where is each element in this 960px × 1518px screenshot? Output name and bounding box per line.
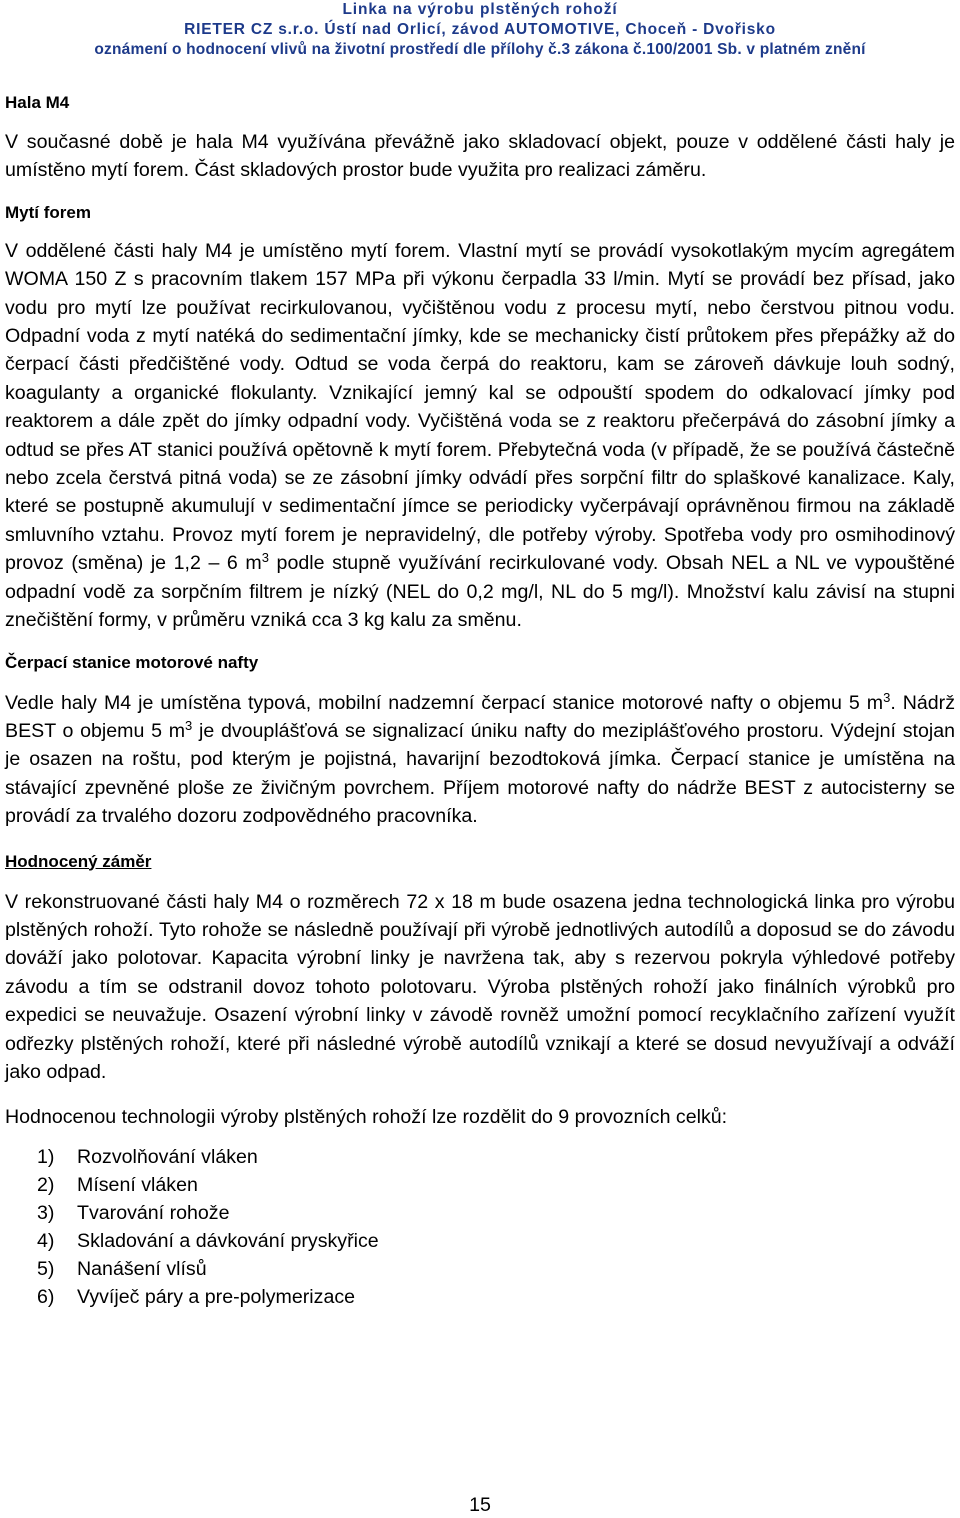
paragraph-myti-part-2: podle stupně využívání recirkulované vody. Obsah NEL a NL ve vypouštěné odpadní vodě za sorpčním filtrem je nízký (NEL do 0,2 mg/l, NL do 5 mg/l). Množství kalu závisí na stupni znečištění formy, v průměru vzniká cca 3 kg kalu za směnu. [5,552,955,632]
list-item-number: 1) [37,1145,55,1168]
superscript-cubic: 3 [261,550,269,566]
header-line-2: RIETER CZ s.r.o. Ústí nad Orlicí, závod AUTOMOTIVE, Choceň - Dvořisko [184,21,776,38]
paragraph-hala: V současné době je hala M4 využívána převážně jako skladovací objekt, pouze v oddělené části haly je umístěno mytí forem. Část skladových prostor bude využita pro realizaci záměru. [5,131,955,182]
page-header [5,0,955,60]
list-item-label: Rozvolňování vláken [77,1145,258,1168]
paragraph-cerpaci [5,689,955,831]
section-title-zamer: Hodnocený záměr [5,851,152,871]
list-item-label: Tvarování rohože [77,1201,230,1224]
section-title-cerpaci: Čerpací stanice motorové nafty [5,652,259,672]
superscript-cubic: 3 [883,689,891,705]
list-item-number: 4) [37,1229,55,1252]
list-item-label: Mísení vláken [77,1173,198,1196]
list-item-number: 5) [37,1257,55,1280]
header-line-3: oznámení o hodnocení vlivů na životní prostředí dle přílohy č.3 zákona č.100/2001 Sb. v platném znění [94,41,866,58]
list-item [37,1227,955,1255]
operational-units-list [5,1143,955,1311]
list-item [37,1283,955,1311]
superscript-cubic: 3 [185,717,193,733]
paragraph-zamer: V rekonstruované části haly M4 o rozměrech 72 x 18 m bude osazena jedna technologická linka pro výrobu plstěných rohoží. Tyto rohože se následně používají při výrobě jednotlivých autodílů a doposud se do závodu dováží jako polotovar. Kapacita výrobní linky je navržena tak, aby s rezervou pokryla výhledové potřeby závodu a tím se odstranil dovoz tohoto polotovaru. Výroba plstěných rohoží jako finálních výrobků pro expedici se neuvažuje. Osazení výrobní linky v závodě rovněž umožní pomocí recyklačního zařízení využít odřezky plstěných rohoží, které při následné výrobě autodílů vznikají a které se dosud nevyužívají a odváží jako odpad. [5,890,955,1083]
page-number: 15 [469,1494,491,1516]
list-item-label: Nanášení vlísů [77,1257,207,1280]
list-item-number: 6) [37,1285,55,1308]
section-title-myti: Mytí forem [5,202,91,222]
paragraph-zamer-intro: Hodnocenou technologii výroby plstěných rohoží lze rozdělit do 9 provozních celků: [5,1106,728,1129]
list-item [37,1143,955,1171]
section-title-hala: Hala M4 [5,93,70,112]
list-item-label: Skladování a dávkování pryskyřice [77,1229,379,1252]
paragraph-cerpaci-part-3: je dvouplášťová se signalizací úniku nafty do meziplášťového prostoru. Výdejní stojan je osazen na roštu, pod kterým je pojistná, havarijní bezodtoková jímka. Čerpací stanice je umístěna na stávající zpevněné ploše ze živičným povrchem. Příjem motorové nafty do nádrže BEST z autocisterny se provádí za trvalého dozoru zodpovědného pracovníka. [5,719,955,828]
list-item [37,1199,955,1227]
list-item-number: 2) [37,1173,55,1196]
paragraph-myti [5,237,955,635]
paragraph-myti-part-1: V oddělené části haly M4 je umístěno mytí forem. Vlastní mytí se provádí vysokotlakým mycím agregátem WOMA 150 Z s pracovním tlakem 157 MPa při výkonu čerpadla 33 l/min. Mytí se provádí bez přísad, jako vodu pro mytí lze používat recirkulovanou, vyčištěnou vodu z procesu mytí, nebo čerstvou pitnou vodu. Odpadní voda z mytí natéká do sedimentační jímky, kde se mechanicky čistí průtokem přes přepážky až do čerpací části předčištěné vody. Odtud se voda čerpá do reaktoru, kam se zároveň dávkuje louh sodný, koagulanty a organické flokulanty. Vznikající jemný kal se odpouští spodem do odkalovací jímky pod reaktorem a dále zpět do jímky odpadní vody. Vyčištěná voda se z reaktoru přečerpává do zásobní jímky a odtud se přes AT stanici používá opětovně k mytí forem. Přebytečná voda (v případě, že se používá částečně nebo zcela čerstvá pitná voda) se ze zásobní jímky odvádí přes sorpční filtr do splaškové kanalizace. Kaly, které se postupně akumulují v sedimentační jímce se periodicky vyčerpávají oprávněnou firmou na základě smluvního vztahu. Provoz mytí forem je nepravidelný, dle potřeby výroby. Spotřeba vody pro osmihodinový provoz (směna) je 1,2 – 6 m [5,239,955,575]
header-line-1: Linka na výrobu plstěných rohoží [342,1,618,18]
paragraph-cerpaci-part-1: Vedle haly M4 je umístěna typová, mobilní nadzemní čerpací stanice motorové nafty o objemu 5 m [5,691,884,714]
list-item-number: 3) [37,1201,55,1224]
paragraph-cerpaci-part-2: . Nádrž BEST o objemu 5 m [5,691,956,742]
list-item-label: Vyvíječ páry a pre-polymerizace [77,1285,356,1308]
list-item [37,1171,955,1199]
list-item [37,1255,955,1283]
